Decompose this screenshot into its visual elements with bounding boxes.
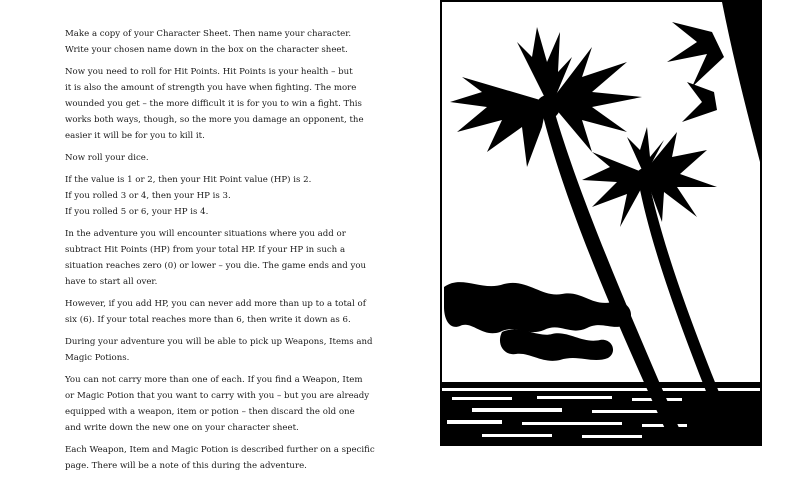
- text-line: If you rolled 3 or 4, then your HP is 3.: [65, 191, 231, 201]
- paragraph-item-pages: [65, 442, 375, 474]
- text-line: Each Weapon, Item and Magic Potion is described further on a specific: [65, 445, 375, 455]
- text-line: have to start all over.: [65, 277, 158, 287]
- text-line: You can not carry more than one of each. If you find a Weapon, Item: [65, 375, 363, 385]
- text-line: However, if you add HP, you can never add more than up to a total of: [65, 299, 366, 309]
- text-line: six (6). If your total reaches more than 6, then write it down as 6.: [65, 315, 351, 325]
- text-line: If you rolled 5 or 6, your HP is 4.: [65, 207, 209, 217]
- paragraph-max-hp: [65, 296, 365, 328]
- palm-beach-silhouette: [442, 2, 760, 444]
- text-line: wounded you get – the more difficult it is for you to win a fight. This: [65, 99, 362, 109]
- paragraph-add-subtract: [65, 226, 365, 290]
- text-line: During your adventure you will be able to pick up Weapons, Items and: [65, 337, 373, 347]
- text-line: equipped with a weapon, item or potion – then discard the old one: [65, 407, 355, 417]
- text-line: subtract Hit Points (HP) from your total HP. If your HP in such a: [65, 245, 346, 255]
- text-line: and write down the new one on your character sheet.: [65, 423, 299, 433]
- text-line: easier it will be for you to kill it.: [65, 131, 205, 141]
- cloud-silhouette: [444, 282, 631, 361]
- palm-tree-large: [450, 27, 686, 444]
- text-line: or Magic Potion that you want to carry with you – but you are already: [65, 391, 370, 401]
- text-line: Now you need to roll for Hit Points. Hit Points is your health – but: [65, 67, 353, 77]
- text-line: situation reaches zero (0) or lower – you die. The game ends and you: [65, 261, 367, 271]
- text-line: page. There will be a note of this during the adventure.: [65, 461, 307, 471]
- paragraph-roll-dice: [65, 150, 365, 166]
- text-line: works both ways, though, so the more you damage an opponent, the: [65, 115, 364, 125]
- paragraph-pick-up: [65, 334, 373, 366]
- rules-text: [65, 26, 375, 480]
- paragraph-hit-points: [65, 64, 365, 144]
- palm-tree-illustration: [440, 0, 762, 446]
- text-line: Now roll your dice.: [65, 153, 149, 163]
- text-line: Make a copy of your Character Sheet. Then name your character.: [65, 29, 352, 39]
- palm-tree-top-right: [667, 2, 760, 162]
- text-line: If the value is 1 or 2, then your Hit Point value (HP) is 2.: [65, 175, 312, 185]
- paragraph-character-sheet: [65, 26, 365, 58]
- text-line: Magic Potions.: [65, 353, 130, 363]
- text-line: it is also the amount of strength you have when fighting. The more: [65, 83, 357, 93]
- paragraph-carry-limit: [65, 372, 370, 436]
- paragraph-hp-values: [65, 172, 365, 220]
- text-line: Write your chosen name down in the box on the character sheet.: [65, 45, 348, 55]
- text-line: In the adventure you will encounter situations where you add or: [65, 229, 346, 239]
